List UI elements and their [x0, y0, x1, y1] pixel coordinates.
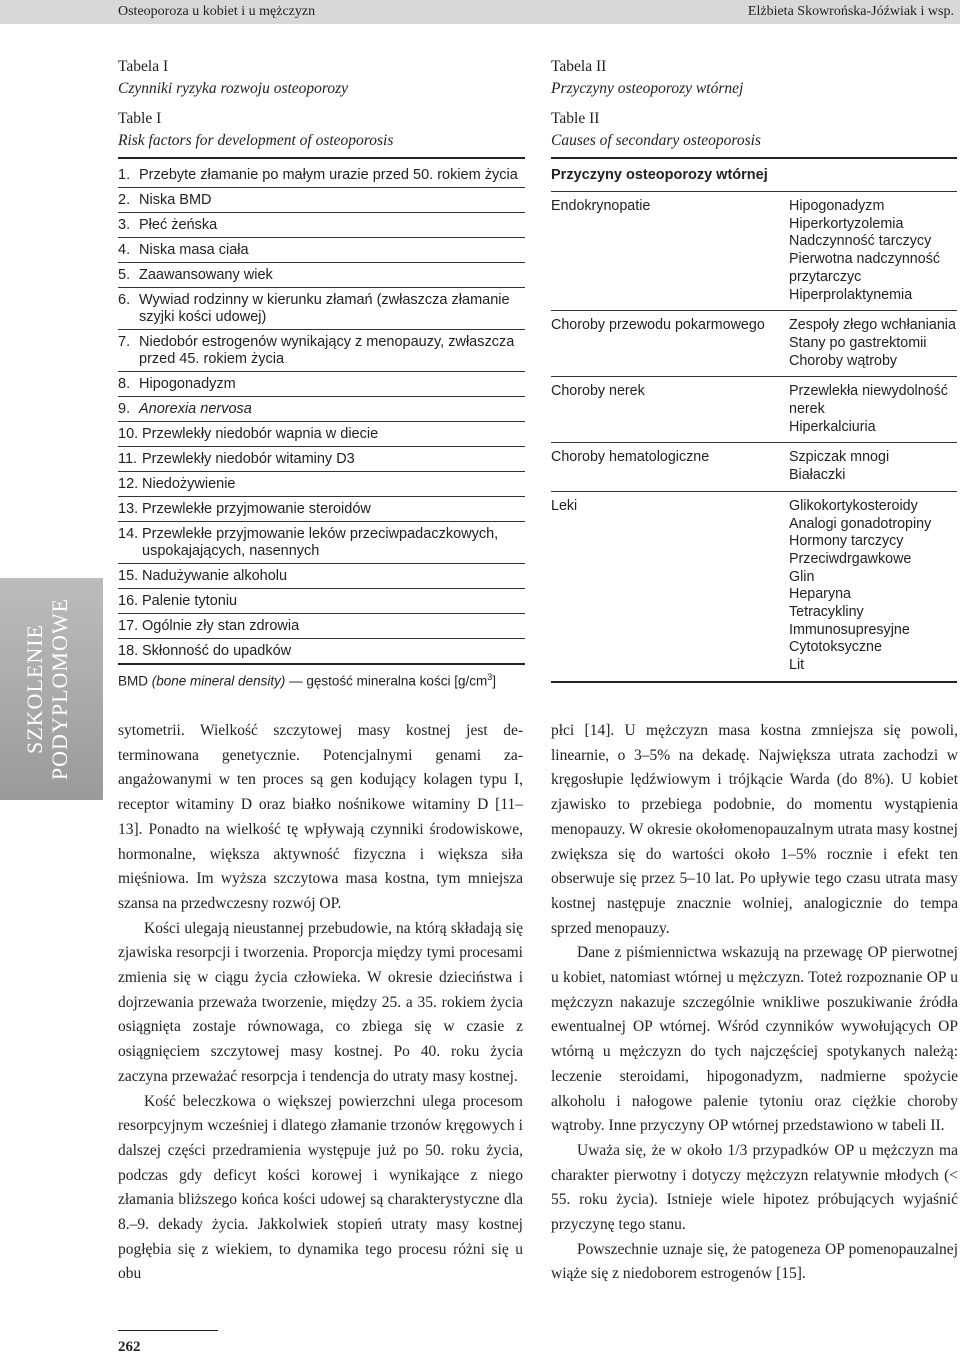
table2-cause: Heparyna — [789, 586, 851, 603]
body-paragraph: Kość beleczkowa o większej powierzchni ulega procesom resorpcyjnym wcześniej i dlatego złamanie trzonów kręgowych i dalszej części przedramienia występuje już po 50. roku życia, podczas gdy deficyt kości korowej i wynikające z niego złamania bliższego końca kości udowej są charakterystyczne dla 8.–9. dekady życia. Jakkolwiek stopień utraty masy kostnej pogłębia się z wiekiem, to dynamika tego procesu różni się u obu — [118, 1092, 523, 1283]
table2-cause: Lit — [789, 657, 805, 674]
table1-item — [118, 288, 525, 330]
table1-item-number: 3. — [118, 217, 131, 233]
table2-cause: Przeciwdrgawkowe — [789, 550, 912, 567]
table1-item — [118, 163, 525, 188]
table2-title-en: Causes of secondary osteoporosis — [551, 132, 761, 149]
table2-causes — [789, 317, 957, 370]
table2-causes — [789, 383, 957, 436]
table1-item-text: Przewlekłe przyjmowanie steroidów — [142, 501, 371, 517]
body-paragraph: sytometrii. Wielkość szczytowej masy kostnej jest determinowana genetycznie. Potencjalnymi genami zaangażowanymi w ten proces są gen kodujący kolagen typu I, receptor witaminy D oraz białko nośnikowe witaminy D [11–13]. Ponadto na wielkość tę wpływają czynniki środowiskowe, hormonalne, większa aktywność fizyczna i większa siła mięśniowa. Im wyższa szczytowa masa kostna, tym mniejsza szansa na przedwczesny rozwój OP. — [118, 722, 523, 912]
page-number: 262 — [118, 1339, 141, 1355]
footnote-expansion: (bone mineral density) — [151, 673, 286, 689]
table2-cause: Szpiczak mnogi — [789, 449, 890, 466]
table1-item-text: Wywiad rodzinny w kierunku złamań (zwłaszcza złamanie szyjki kości udowej) — [139, 292, 510, 325]
table2-cause: Immunosupresyjne — [789, 621, 910, 638]
table1-item-text: Płeć żeńska — [139, 217, 218, 233]
table1-item — [118, 372, 525, 397]
table1-item-number: 7. — [118, 334, 131, 350]
table1-item — [118, 422, 525, 447]
table1-item-number: 15. — [118, 568, 139, 584]
table2-cause: Hipogonadyzm — [789, 198, 885, 214]
table2-label-pl: Tabela II — [551, 58, 607, 75]
table1-item — [118, 522, 525, 564]
table2-column-header: Przyczyny osteoporozy wtórnej — [551, 163, 957, 192]
table1-item-number: 5. — [118, 267, 131, 283]
body-paragraph: Dane z piśmiennictwa wskazują na przewagę OP pierwotnej u kobiet, natomiast wtórnej u mężczyzn. Toteż rozpoznanie OP u mężczyzn nakazuje szczególnie wnikliwe poszukiwanie źródła ewentualnej OP wtórnej. Wśród czynników wywołujących OP wtórną u mężczyzn do tych najczęściej spotykanych należą: leczenie steroidami, hipogonadyzm, nadmierne spożycie alkoholu i nałogowe palenie tytoniu oraz ciężkie choroby wątroby. Inne przyczyny OP wtórnej przedstawiono w tabeli II. — [551, 944, 958, 1135]
table2-cause: Przewlekła niewydolność nerek — [789, 383, 948, 418]
table2-row — [551, 443, 957, 491]
table2-category: Endokrynopatie — [551, 198, 651, 214]
body-paragraph: Powszechnie uznaje się, że patogeneza OP pomenopauzalnej wiąże się z niedoborem estrogenów [15]. — [551, 1240, 958, 1283]
table2-row — [551, 192, 957, 311]
table1-item-number: 17. — [118, 618, 139, 634]
table1-item — [118, 589, 525, 614]
table1-item-number: 13. — [118, 501, 139, 517]
footnote-dash: — — [289, 673, 303, 689]
table2-title-pl: Przyczyny osteoporozy wtórnej — [551, 80, 744, 97]
table2-causes — [789, 198, 957, 304]
sidebar-label — [0, 578, 103, 800]
table1-item — [118, 188, 525, 213]
table1-item-number: 6. — [118, 292, 131, 308]
table1-item-number: 12. — [118, 476, 139, 492]
table2-cause: Tetracykliny — [789, 604, 864, 621]
table2-row — [551, 492, 957, 683]
table1-item — [118, 397, 525, 422]
sidebar-line2: PODYPLOMOWE — [47, 597, 72, 781]
table1-item-text: Przewlekły niedobór witaminy D3 — [142, 451, 355, 467]
table1-item-text: Przewlekłe przyjmowanie leków przeciwpadaczkowych, uspokajających, nasennych — [142, 526, 499, 559]
footnote-definition: gęstość mineralna kości [g/cm — [306, 673, 488, 689]
table2-category: Choroby przewodu pokarmowego — [551, 317, 765, 334]
table1-item-number: 18. — [118, 643, 139, 659]
table1-title-en: Risk factors for development of osteoporosis — [118, 132, 394, 149]
sidebar-line1: SZKOLENIE — [22, 624, 47, 754]
footnote-close: ] — [492, 673, 496, 689]
table2-row — [551, 377, 957, 443]
table1-item-text: Przebyte złamanie po małym urazie przed 50. rokiem życia — [139, 167, 518, 183]
body-column-right — [551, 719, 958, 1287]
running-header-authors: Elżbieta Skowrońska-Jóźwiak i wsp. — [747, 4, 954, 19]
table2-cause: Pierwotna nadczynność przytarczyc — [789, 251, 940, 285]
table2 — [551, 163, 957, 683]
table2-causes — [789, 449, 957, 484]
table1-item-text: Anorexia nervosa — [139, 401, 252, 417]
table1-item-text: Ogólnie zły stan zdrowia — [142, 618, 300, 634]
table1-title-pl: Czynniki ryzyka rozwoju osteoporozy — [118, 80, 349, 97]
table2-cause: Białaczki — [789, 467, 846, 484]
table1-item-number: 4. — [118, 242, 131, 258]
table2-row — [551, 311, 957, 377]
table1-item-text: Nadużywanie alkoholu — [142, 568, 288, 584]
table2-category: Choroby hematologiczne — [551, 449, 710, 466]
table1-item-number: 1. — [118, 167, 131, 183]
table2-causes — [789, 498, 957, 675]
table1-item — [118, 447, 525, 472]
table1-item — [118, 263, 525, 288]
table1-item-text: Skłonność do upadków — [142, 643, 292, 659]
table1-item-number: 2. — [118, 192, 131, 208]
footer-rule — [118, 1330, 218, 1331]
table2-caption — [551, 56, 957, 152]
table2-cause: Analogi gonadotropiny — [789, 515, 932, 532]
body-paragraph: Uważa się, że w około 1/3 przypadków OP u mężczyzn ma charakter pierwotny i dotyczy mężczyzn relatywnie młodych (< 55. roku życia). Istnieje wiele hipotez próbujących wyjaśnić przyczynę tego stanu. — [551, 1141, 958, 1234]
table2-top-rule — [551, 157, 957, 159]
table1-label-en: Table I — [118, 110, 162, 127]
table1-item-number: 14. — [118, 526, 139, 542]
table2-category: Leki — [551, 497, 578, 514]
section-sidebar — [0, 578, 103, 800]
running-header-title: Osteoporoza u kobiet i u mężczyzn — [118, 4, 316, 19]
table1-item-text: Niska masa ciała — [139, 242, 249, 258]
body-column-left — [118, 719, 523, 1287]
table1-item — [118, 614, 525, 639]
table1-item — [118, 639, 525, 665]
table2-cause: Hormony tarczycy — [789, 533, 904, 550]
table1-label-pl: Tabela I — [118, 58, 169, 75]
table1-item-number: 10. — [118, 426, 139, 442]
table2-cause: Hiperkortyzolemia — [789, 215, 904, 232]
table1-item — [118, 472, 525, 497]
table2-label-en: Table II — [551, 110, 600, 127]
table1-item-number: 11. — [118, 451, 138, 467]
table1-footnote — [118, 669, 525, 690]
table2-cause: Glin — [789, 568, 815, 585]
table1-item — [118, 213, 525, 238]
footnote-abbr: BMD — [118, 673, 148, 689]
table2-cause: Stany po gastrektomii — [789, 334, 927, 351]
body-paragraph: płci [14]. U mężczyzn masa kostna zmniejsza się powoli, linearnie, o 3–5% na dekadę. Największa utrata zachodzi w kręgosłupie lędźwiowym i trójkącie Warda (do 8%). U kobiet zjawisko to przebiega podobnie, do momentu wystąpienia menopauzy. W okresie okołomenopauzalnym utrata masy kostnej zwiększa się do wartości około 1–5% rocznie i efekt ten obserwuje się przez 5–10 lat. Po upływie tego czasu utrata masy kostnej następuje znacznie wolniej, analogicznie do tempa sprzed menopauzy. — [551, 722, 958, 937]
table2-cause: Nadczynność tarczycy — [789, 233, 932, 250]
footnote-superscript: 3 — [487, 672, 493, 682]
table1-item-text: Palenie tytoniu — [142, 593, 238, 609]
table2-cause: Hiperkalciuria — [789, 418, 876, 435]
table2-cause: Hiperprolaktynemia — [789, 286, 913, 303]
table1-item-number: 16. — [118, 593, 139, 609]
table1-item-number: 8. — [118, 376, 131, 392]
table2-category: Choroby nerek — [551, 383, 645, 400]
table2-cause: Choroby wątroby — [789, 352, 898, 369]
body-paragraph: Kości ulegają nieustannej przebudowie, na którą składają się zjawiska resorpcji i tworzenia. Proporcja między tymi procesami zmienia się w ciągu życia człowieka. W okresie dzieciństwa i dojrzewania przeważa tworzenie, między 25. a 35. rokiem życia osiągnięta zostaje równowaga, co zbiega się w czasie z osiągnięciem szczytowej masy kostnej. Po 40. roku życia zaczyna przeważać resorpcja i tendencja do utraty masy kostnej. — [118, 919, 523, 1085]
table1-item — [118, 238, 525, 263]
table2-cause: Zespoły złego wchłaniania — [789, 317, 956, 334]
table1-item — [118, 564, 525, 589]
table1-item-text: Przewlekły niedobór wapnia w diecie — [142, 426, 379, 442]
table1-item-text: Niedobór estrogenów wynikający z menopauzy, zwłaszcza przed 45. rokiem życia — [139, 334, 515, 367]
table2-body — [551, 192, 957, 683]
table1-top-rule — [118, 157, 525, 159]
table1-item-text: Niska BMD — [139, 192, 212, 208]
table1-item-number: 9. — [118, 401, 131, 417]
table2-cause: Cytotoksyczne — [789, 639, 882, 656]
table1-item — [118, 497, 525, 522]
table1-item — [118, 330, 525, 372]
table1-item-text: Zaawansowany wiek — [139, 267, 273, 283]
table2-cause: Glikokortykosteroidy — [789, 497, 918, 514]
table1-caption — [118, 56, 528, 152]
table1-item-text: Hipogonadyzm — [139, 376, 236, 392]
table1-item-text: Niedożywienie — [142, 476, 236, 492]
table1-list — [118, 163, 525, 690]
